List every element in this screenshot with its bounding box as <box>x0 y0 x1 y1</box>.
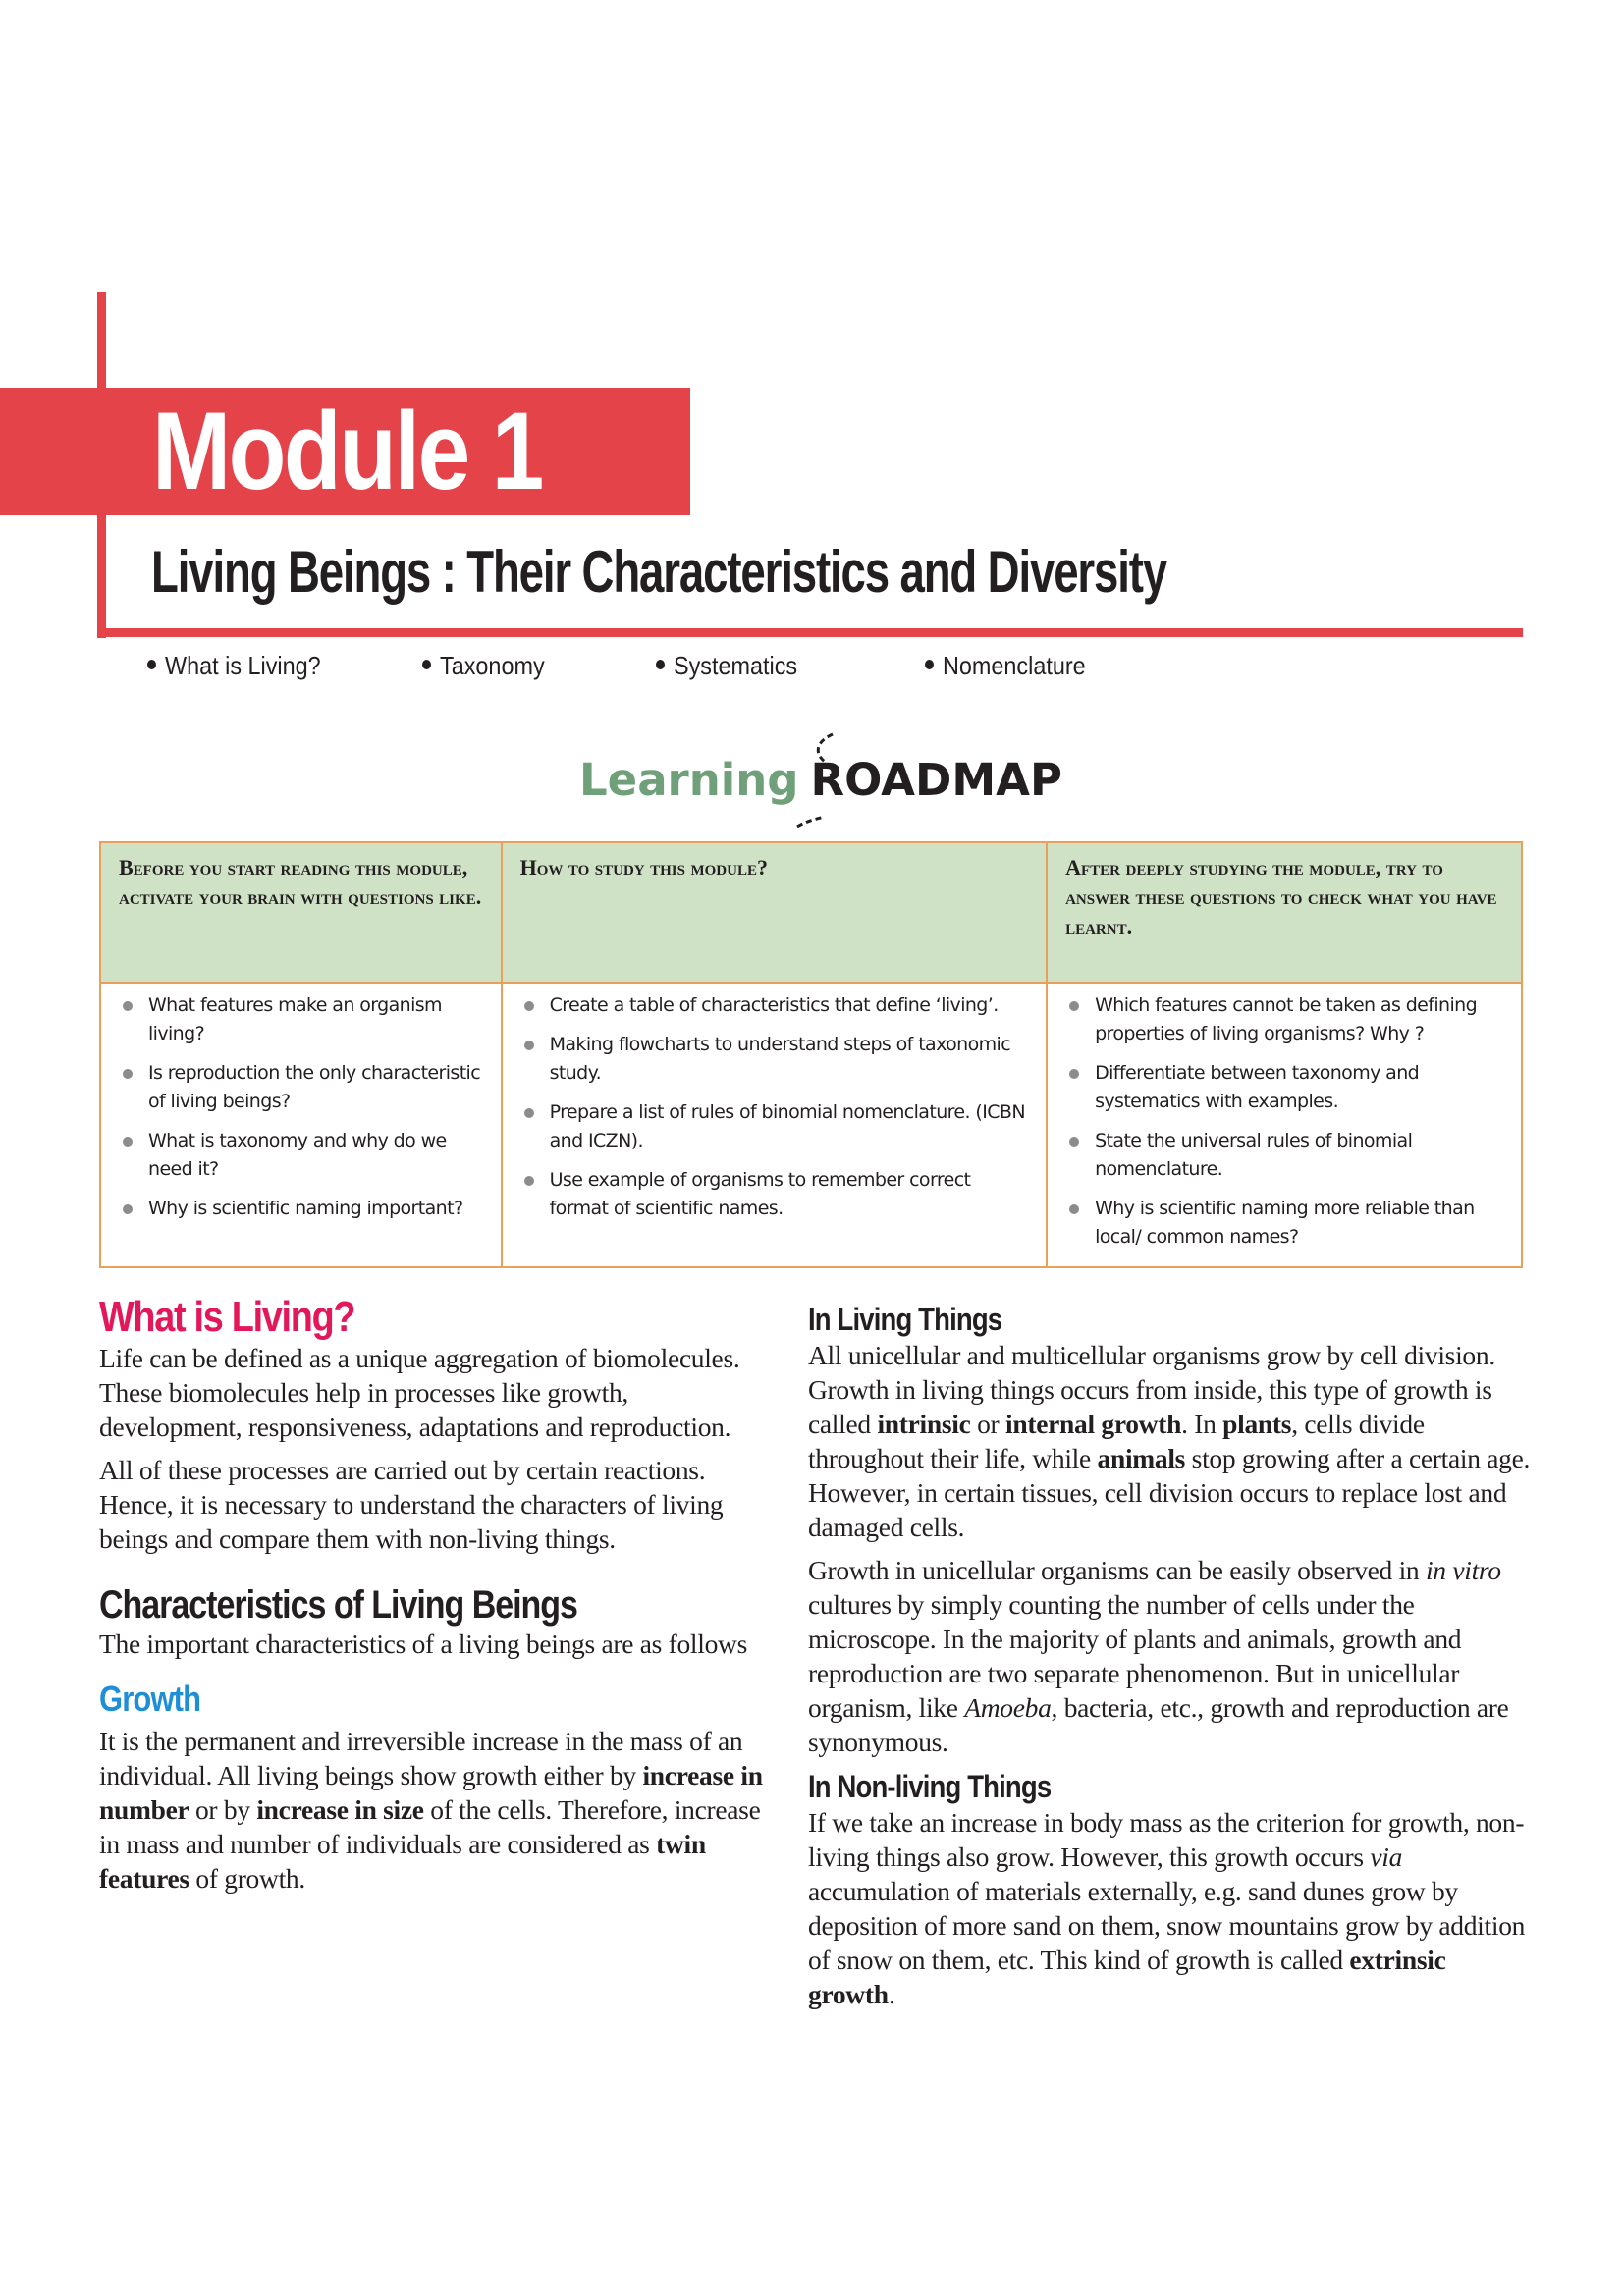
roadmap-heading-after: After deeply studying the module, try to answer these questions to check what you have learnt. <box>1047 842 1522 983</box>
right-column <box>808 1301 1535 2020</box>
bullet-icon <box>1069 1137 1079 1147</box>
paragraph: Growth in unicellular organisms can be easily observed in in vitro cultures by simply counting the number of cells under the microscope. In the majority of plants and animals, growth and reproduction are two separate phenomenon. But in unicellular organism, like Amoeba, bacteria, etc., growth and reproduction are synonymous. <box>808 1555 1509 1757</box>
italic-term: in vitro <box>1425 1555 1501 1585</box>
paragraph: Life can be defined as a unique aggregation of biomolecules. These biomolecules help in processes like growth, development, responsiveness, adaptations and reproduction. <box>99 1343 740 1442</box>
bullet-icon <box>524 1001 534 1011</box>
topic-list <box>147 651 1227 690</box>
logo-learning-word: Learning <box>579 754 799 806</box>
roadmap-header-row <box>100 842 1522 983</box>
paragraph: All of these processes are carried out by certain reactions. Hence, it is necessary to understand the characters of living beings and compare them with non-living things. <box>99 1455 724 1554</box>
bold-term: increase in number <box>99 1760 763 1825</box>
bullet-icon <box>422 660 431 669</box>
bullet-icon <box>656 660 665 669</box>
subsection-heading-non-living-things: In Non-living Things <box>808 1769 1052 1804</box>
list-item: What is taxonomy and why do we need it? <box>119 1127 487 1184</box>
chapter-title: Living Beings : Their Characteristics and Diversity <box>151 539 1167 605</box>
module-label: Module 1 <box>152 390 542 512</box>
section-heading-what-is-living: What is Living? <box>99 1293 355 1341</box>
roadmap-body-row <box>100 983 1522 1267</box>
bullet-icon <box>925 660 934 669</box>
bullet-icon <box>123 1204 133 1214</box>
list-item: Create a table of characteristics that define ‘living’. <box>520 991 1033 1020</box>
list-item: Why is scientific naming important? <box>119 1195 487 1223</box>
bullet-icon <box>1069 1069 1079 1079</box>
bold-term: intrinsic <box>877 1409 971 1439</box>
roadmap-heading-how: How to study this module? <box>502 842 1048 983</box>
list-item: Which features cannot be taken as defining properties of living organisms? Why ? <box>1065 991 1507 1048</box>
roadmap-heading-before: Before you start reading this module, activate your brain with questions like. <box>100 842 502 983</box>
bullet-icon <box>524 1108 534 1118</box>
topic-item: What is Living? <box>147 651 321 681</box>
bullet-icon <box>524 1176 534 1186</box>
list-item: State the universal rules of binomial nomenclature. <box>1065 1127 1507 1184</box>
bold-term: extrinsic growth <box>808 1945 1446 2009</box>
list-item: Is reproduction the only characteristic of living beings? <box>119 1059 487 1116</box>
list-item: What features make an organism living? <box>119 991 487 1048</box>
map-pin-icon <box>795 732 864 830</box>
topic-item: Nomenclature <box>925 651 1086 681</box>
list-item: Use example of organisms to remember correct format of scientific names. <box>520 1166 1033 1223</box>
roadmap-cell-how <box>502 983 1048 1267</box>
italic-term: Amoeba <box>964 1692 1052 1723</box>
italic-term: via <box>1370 1842 1403 1872</box>
bullet-icon <box>147 660 156 669</box>
bold-term: animals <box>1097 1443 1186 1473</box>
list-item: Differentiate between taxonomy and systematics with examples. <box>1065 1059 1507 1116</box>
accent-horizontal-rule <box>97 628 1523 637</box>
section-heading-characteristics: Characteristics of Living Beings <box>99 1583 577 1627</box>
logo-roadmap-word: ROADMAP <box>810 754 1062 806</box>
paragraph: All unicellular and multicellular organisms grow by cell division. Growth in living things occurs from inside, this type of growth is called intrinsic or internal growth. In plants, cells divide throughout their life, while animals stop growing after a certain age. However, in certain tissues, cell division occurs to replace lost and damaged cells. <box>808 1340 1531 1542</box>
paragraph: It is the permanent and irreversible increase in the mass of an individual. All living beings show growth either by increase in number or by increase in size of the cells. Therefore, increase in mass and number of individuals are considered as twin features of growth. <box>99 1726 763 1894</box>
bold-term: increase in size <box>256 1794 424 1825</box>
learning-roadmap-logo <box>579 754 1062 832</box>
learning-roadmap-table <box>99 841 1523 1268</box>
topic-item: Taxonomy <box>422 651 545 681</box>
bullet-icon <box>1069 1001 1079 1011</box>
bold-term: internal growth <box>1005 1409 1182 1439</box>
left-column <box>99 1294 777 1904</box>
topic-item: Systematics <box>656 651 797 681</box>
roadmap-cell-before <box>100 983 502 1267</box>
bullet-icon <box>123 1069 133 1079</box>
paragraph: If we take an increase in body mass as the criterion for growth, non-living things also grow. However, this growth occurs via accumulation of materials externally, e.g. sand dunes grow by deposition of more sand on them, snow mountains grow by addition of snow on them, etc. This kind of growth is called extrinsic growth. <box>808 1807 1526 2009</box>
bold-term: plants <box>1222 1409 1292 1439</box>
bullet-icon <box>123 1001 133 1011</box>
bullet-icon <box>123 1137 133 1147</box>
roadmap-cell-after <box>1047 983 1522 1267</box>
subsection-heading-living-things: In Living Things <box>808 1302 1002 1337</box>
bullet-icon <box>1069 1204 1079 1214</box>
list-item: Making flowcharts to understand steps of taxonomic study. <box>520 1031 1033 1088</box>
bullet-icon <box>524 1041 534 1050</box>
bold-term: twin features <box>99 1829 706 1894</box>
list-item: Why is scientific naming more reliable than local/ common names? <box>1065 1195 1507 1252</box>
paragraph: The important characteristics of a living beings are as follows <box>99 1629 747 1659</box>
subsection-heading-growth: Growth <box>99 1679 201 1719</box>
list-item: Prepare a list of rules of binomial nomenclature. (ICBN and ICZN). <box>520 1098 1033 1155</box>
